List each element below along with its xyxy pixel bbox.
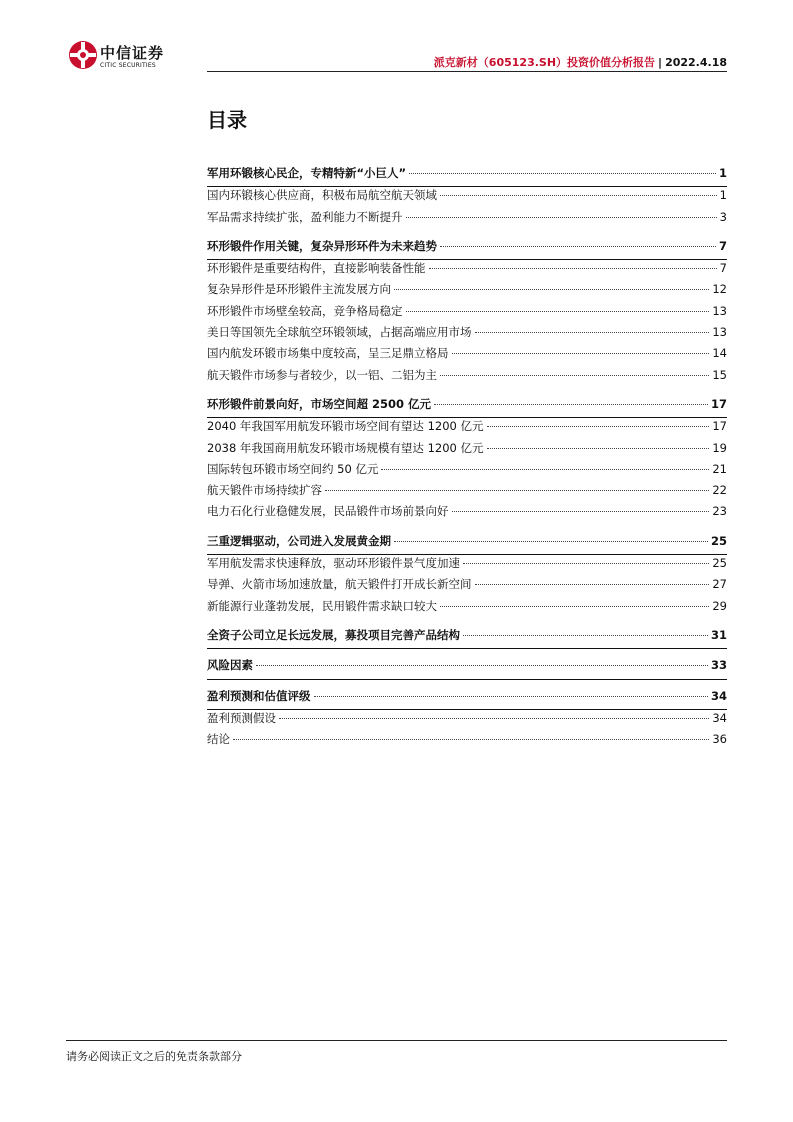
- toc-dot-leader: [279, 718, 709, 719]
- toc-dot-leader: [487, 448, 710, 449]
- toc-section: [207, 396, 727, 525]
- toc-page-number: 17: [710, 396, 727, 411]
- toc-dot-leader: [381, 469, 709, 470]
- toc-subsection-entry[interactable]: [207, 345, 727, 366]
- toc-entry-title: 盈利预测和估值评级: [207, 688, 311, 703]
- toc-dot-leader: [487, 426, 710, 427]
- toc-page-number: 36: [712, 732, 727, 747]
- citic-logo: [68, 40, 198, 74]
- toc-dot-leader: [429, 268, 717, 269]
- toc-subsection-entry[interactable]: [207, 209, 727, 230]
- toc-subsection-entry[interactable]: [207, 260, 727, 281]
- toc-entry-title: 2038 年我国商用航发环锻市场规模有望达 1200 亿元: [207, 440, 484, 455]
- toc-page-number: 33: [710, 658, 727, 673]
- toc-chapter-entry[interactable]: [207, 688, 727, 710]
- toc-subsection-entry[interactable]: [207, 555, 727, 576]
- toc-dot-leader: [463, 563, 709, 564]
- toc-chapter-entry[interactable]: [207, 533, 727, 555]
- toc-subsection-entry[interactable]: [207, 187, 727, 208]
- toc-page-number: 34: [712, 710, 727, 725]
- toc-dot-leader: [463, 635, 708, 636]
- toc-entry-title: 导弹、火箭市场加速放量，航天锻件打开成长新空间: [207, 577, 472, 592]
- toc-entry-title: 军用航发需求快速释放，驱动环形锻件景气度加速: [207, 556, 460, 571]
- toc-page-number: 1: [719, 188, 727, 203]
- logo-name-en: CITIC SECURITIES: [100, 62, 156, 69]
- toc-entry-title: 航天锻件市场持续扩容: [207, 483, 322, 498]
- toc-entry-title: 复杂异形件是环形锻件主流发展方向: [207, 282, 391, 297]
- toc-page-number: 7: [719, 261, 727, 276]
- toc-chapter-entry[interactable]: [207, 396, 727, 418]
- toc-subsection-entry[interactable]: [207, 710, 727, 731]
- toc-dot-leader: [440, 246, 716, 247]
- toc-entry-title: 国际转包环锻市场空间约 50 亿元: [207, 461, 379, 476]
- toc-section: [207, 238, 727, 388]
- toc-page-number: 25: [710, 533, 727, 548]
- report-date: 2022.4.18: [665, 56, 727, 69]
- toc-dot-leader: [314, 696, 708, 697]
- toc-subsection-entry[interactable]: [207, 367, 727, 388]
- toc-page-number: 21: [712, 461, 727, 476]
- toc-chapter-entry[interactable]: [207, 627, 727, 649]
- toc-chapter-entry[interactable]: [207, 657, 727, 679]
- toc-page-number: 29: [712, 598, 727, 613]
- toc-page-number: 31: [710, 627, 727, 642]
- toc-page-number: 27: [712, 577, 727, 592]
- toc-page-number: 22: [712, 483, 727, 498]
- toc-dot-leader: [325, 490, 709, 491]
- toc-entry-title: 环形锻件前景向好，市场空间超 2500 亿元: [207, 396, 432, 411]
- toc-dot-leader: [452, 353, 710, 354]
- toc-entry-title: 国内航发环锻市场集中度较高，呈三足鼎立格局: [207, 346, 449, 361]
- toc-page-number: 12: [712, 282, 727, 297]
- toc-dot-leader: [406, 311, 710, 312]
- toc-entry-title: 军品需求持续扩张，盈利能力不断提升: [207, 209, 403, 224]
- toc-page-number: 17: [712, 419, 727, 434]
- toc-subsection-entry[interactable]: [207, 324, 727, 345]
- toc-entry-title: 全资子公司立足长远发展，募投项目完善产品结构: [207, 627, 460, 642]
- report-title: 派克新材（605123.SH）投资价值分析报告: [433, 56, 656, 69]
- toc-subsection-entry[interactable]: [207, 461, 727, 482]
- toc-dot-leader: [394, 541, 708, 542]
- toc-dot-leader: [394, 289, 709, 290]
- toc-subsection-entry[interactable]: [207, 440, 727, 461]
- toc-dot-leader: [440, 195, 717, 196]
- toc-section: [207, 165, 727, 230]
- toc-dot-leader: [440, 606, 709, 607]
- toc-entry-title: 盈利预测假设: [207, 710, 276, 725]
- table-of-contents: [207, 165, 727, 760]
- header-separator: |: [658, 56, 663, 69]
- toc-entry-title: 军用环锻核心民企，专精特新“小巨人”: [207, 166, 407, 180]
- toc-dot-leader: [475, 584, 710, 585]
- toc-page-number: 15: [712, 367, 727, 382]
- toc-section: [207, 657, 727, 679]
- toc-subsection-entry[interactable]: [207, 482, 727, 503]
- logo-name-cn: 中信证券: [100, 44, 165, 62]
- toc-subsection-entry[interactable]: [207, 418, 727, 439]
- toc-page-number: 13: [712, 303, 727, 318]
- toc-section: [207, 627, 727, 649]
- toc-entry-title: 风险因素: [207, 658, 253, 673]
- toc-section: [207, 688, 727, 753]
- toc-entry-title: 环形锻件市场壁垒较高，竞争格局稳定: [207, 303, 403, 318]
- toc-dot-leader: [434, 404, 708, 405]
- header-divider: [207, 71, 727, 72]
- toc-page-number: 19: [712, 440, 727, 455]
- toc-page-number: 1: [718, 166, 727, 180]
- footer-disclaimer: 请务必阅读正文之后的免责条款部分: [66, 1050, 242, 1063]
- toc-section: [207, 533, 727, 619]
- toc-page-number: 7: [718, 238, 727, 253]
- toc-heading: 目录: [207, 108, 247, 132]
- footer-divider: [66, 1040, 727, 1041]
- toc-entry-title: 2040 年我国军用航发环锻市场空间有望达 1200 亿元: [207, 419, 484, 434]
- toc-subsection-entry[interactable]: [207, 731, 727, 752]
- citic-emblem-icon: [68, 40, 98, 70]
- toc-dot-leader: [452, 511, 710, 512]
- toc-page-number: 13: [712, 325, 727, 340]
- toc-entry-title: 环形锻件是重要结构件，直接影响装备性能: [207, 261, 426, 276]
- toc-page-number: 14: [712, 346, 727, 361]
- toc-chapter-entry[interactable]: [207, 165, 727, 187]
- page-header: [434, 54, 727, 70]
- toc-page-number: 34: [710, 688, 727, 703]
- toc-page-number: 25: [712, 556, 727, 571]
- toc-entry-title: 环形锻件作用关键，复杂异形环件为未来趋势: [207, 238, 437, 253]
- toc-dot-leader: [475, 332, 710, 333]
- toc-entry-title: 结论: [207, 732, 230, 747]
- toc-subsection-entry[interactable]: [207, 303, 727, 324]
- toc-dot-leader: [233, 739, 709, 740]
- toc-entry-title: 电力石化行业稳健发展，民品锻件市场前景向好: [207, 504, 449, 519]
- toc-dot-leader: [406, 217, 717, 218]
- toc-page-number: 23: [712, 504, 727, 519]
- toc-dot-leader: [409, 173, 716, 174]
- toc-dot-leader: [256, 665, 708, 666]
- toc-subsection-entry[interactable]: [207, 576, 727, 597]
- toc-entry-title: 国内环锻核心供应商，积极布局航空航天领域: [207, 188, 437, 203]
- toc-subsection-entry[interactable]: [207, 281, 727, 302]
- toc-subsection-entry[interactable]: [207, 503, 727, 524]
- toc-entry-title: 美日等国领先全球航空环锻领域，占据高端应用市场: [207, 325, 472, 340]
- toc-entry-title: 航天锻件市场参与者较少，以一铝、二铝为主: [207, 367, 437, 382]
- toc-dot-leader: [440, 375, 709, 376]
- toc-entry-title: 新能源行业蓬勃发展，民用锻件需求缺口较大: [207, 598, 437, 613]
- toc-subsection-entry[interactable]: [207, 598, 727, 619]
- toc-page-number: 3: [719, 209, 727, 224]
- toc-chapter-entry[interactable]: [207, 238, 727, 260]
- toc-entry-title: 三重逻辑驱动，公司进入发展黄金期: [207, 533, 391, 548]
